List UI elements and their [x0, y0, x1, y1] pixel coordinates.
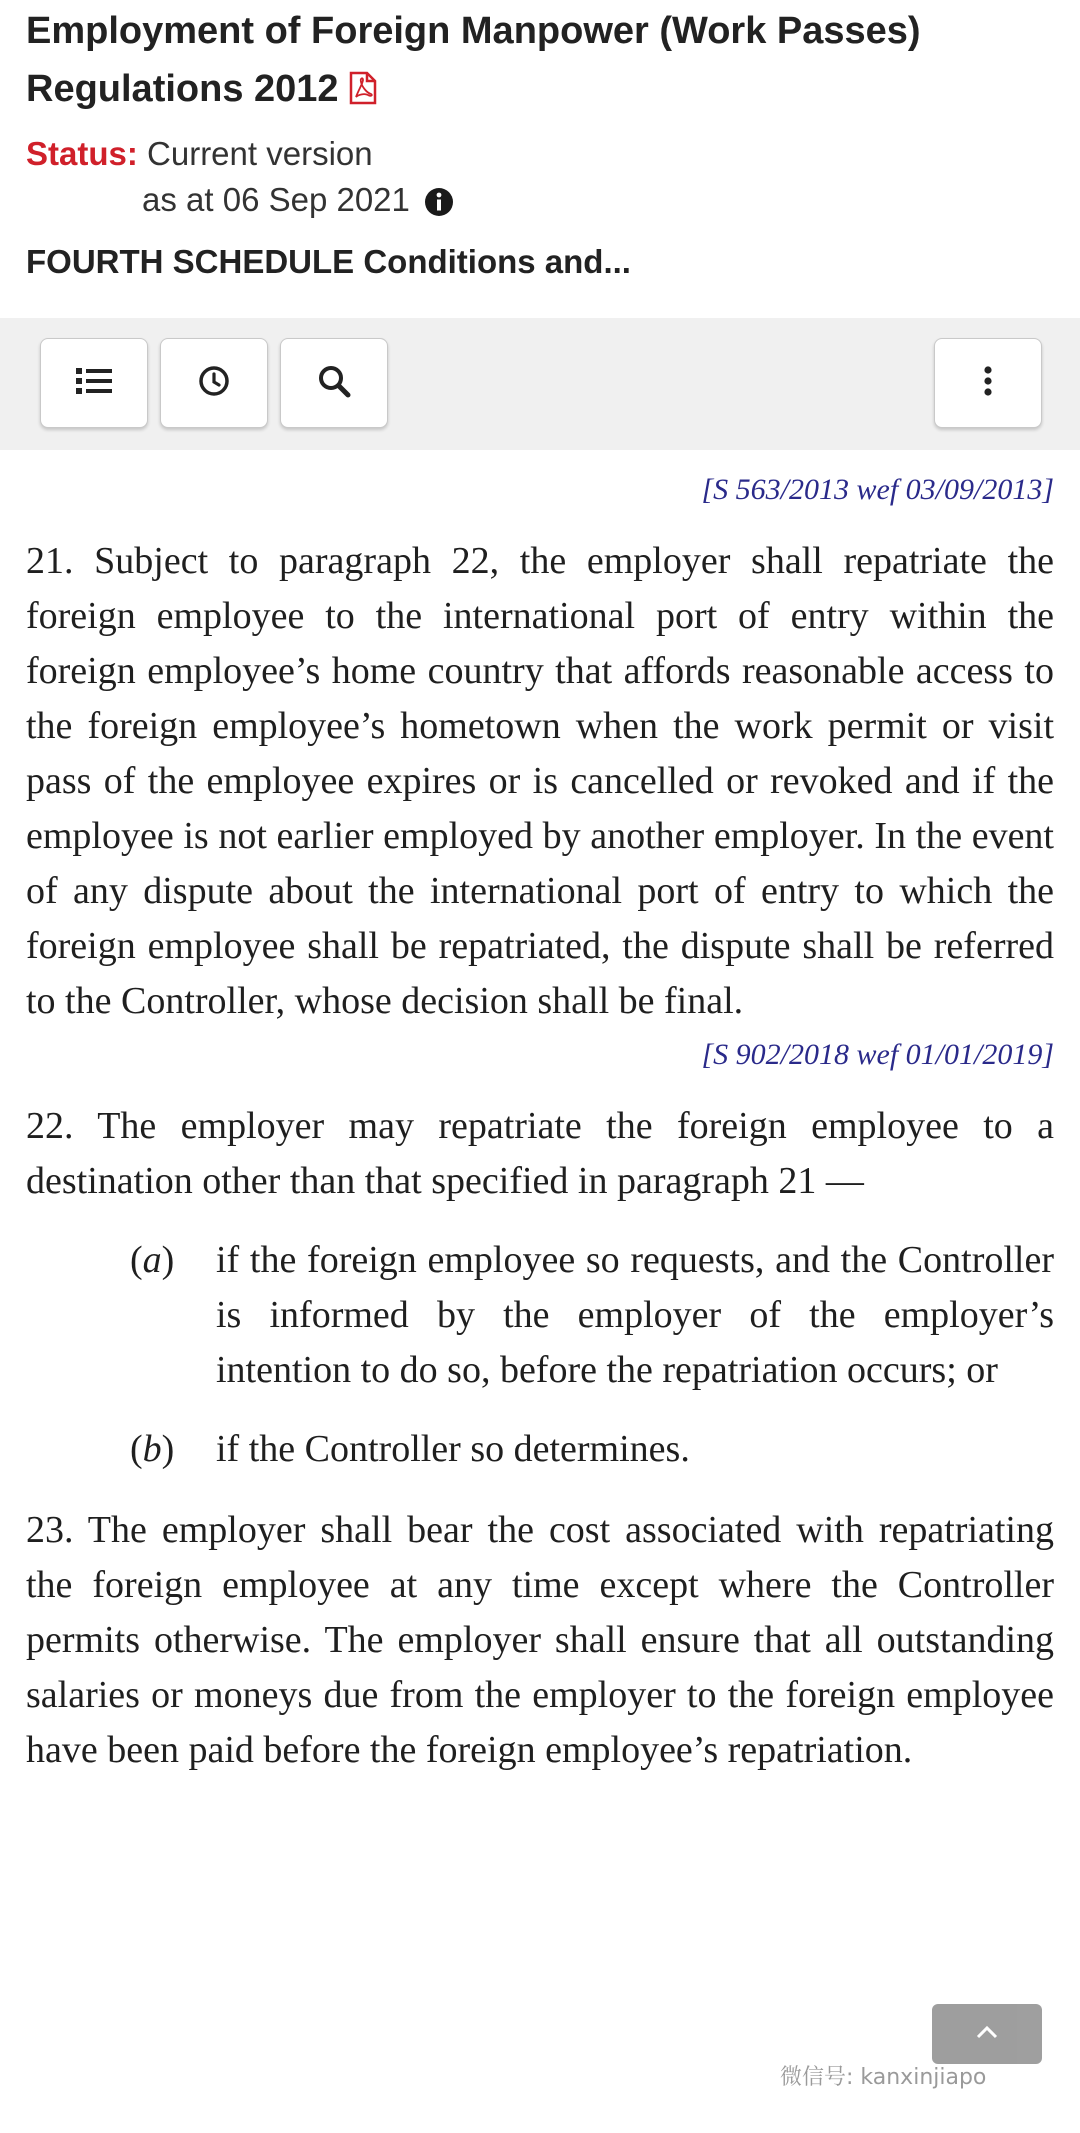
page-header: [0, 0, 1080, 318]
scroll-to-top-button[interactable]: [932, 2004, 1042, 2064]
title-text: Employment of Foreign Manpower (Work Passes) Regulations 2012: [26, 10, 921, 110]
toolbar: [0, 318, 1080, 450]
amendment-note[interactable]: [S 902/2018 wef 01/01/2019]: [701, 1038, 1054, 1071]
search-icon: [317, 364, 351, 403]
status-label: Status:: [26, 135, 138, 172]
pdf-icon[interactable]: [349, 64, 377, 122]
subparagraph-text: if the Controller so determines.: [216, 1428, 690, 1470]
list-icon: [76, 366, 112, 401]
more-vertical-icon: [983, 365, 993, 402]
search-button[interactable]: [280, 338, 388, 428]
breadcrumb[interactable]: FOURTH SCHEDULE Conditions and...: [26, 243, 631, 280]
info-icon[interactable]: [424, 184, 454, 228]
subparagraph-a: [26, 1233, 1054, 1398]
amendment-note[interactable]: [S 563/2013 wef 03/09/2013]: [701, 473, 1054, 506]
regulation-content: [26, 450, 1054, 1778]
clock-icon: [198, 365, 230, 402]
table-of-contents-button[interactable]: [40, 338, 148, 428]
subparagraph-text: if the foreign employee so requests, and the Controller is informed by the employer of the employer’s intention to do so, before the repatriation occurs; or: [216, 1239, 1054, 1391]
timeline-button[interactable]: [160, 338, 268, 428]
subparagraph-label: (b): [130, 1428, 175, 1470]
as-at-date: as at 06 Sep 2021: [142, 181, 410, 218]
paragraph-22: 22. The employer may repatriate the foreign employee to a destination other than that specified in paragraph 21 —: [26, 1105, 1054, 1202]
status-value: Current version: [147, 135, 373, 172]
paragraph-23: 23. The employer shall bear the cost associated with repatriating the foreign employee at any time except where the Controller permits otherwise. The employer shall ensure that all outstanding salaries or moneys due from the employer to the foreign employee have been paid before the foreign employee’s repatriation.: [26, 1509, 1054, 1771]
status-row: [26, 132, 373, 176]
as-at-row: [142, 178, 454, 228]
subparagraph-label: (a): [130, 1239, 175, 1281]
more-options-button[interactable]: [934, 338, 1042, 428]
watermark: 微信号: kanxinjiapo: [780, 2065, 987, 2090]
subparagraph-b: [26, 1422, 1054, 1477]
chevron-up-icon: [975, 2024, 999, 2045]
regulation-title: [26, 2, 1056, 122]
paragraph-21: 21. Subject to paragraph 22, the employer shall repatriate the foreign employee to the international port of entry within the foreign employee’s home country that affords reasonable access to the foreign employee’s hometown when the work permit or visit pass of the employee expires or is cancelled or revoked and if the employee is not earlier employed by another employer. In the event of any dispute about the international port of entry to which the foreign employee shall be repatriated, the dispute shall be referred to the Controller, whose decision shall be final.: [26, 540, 1054, 1022]
